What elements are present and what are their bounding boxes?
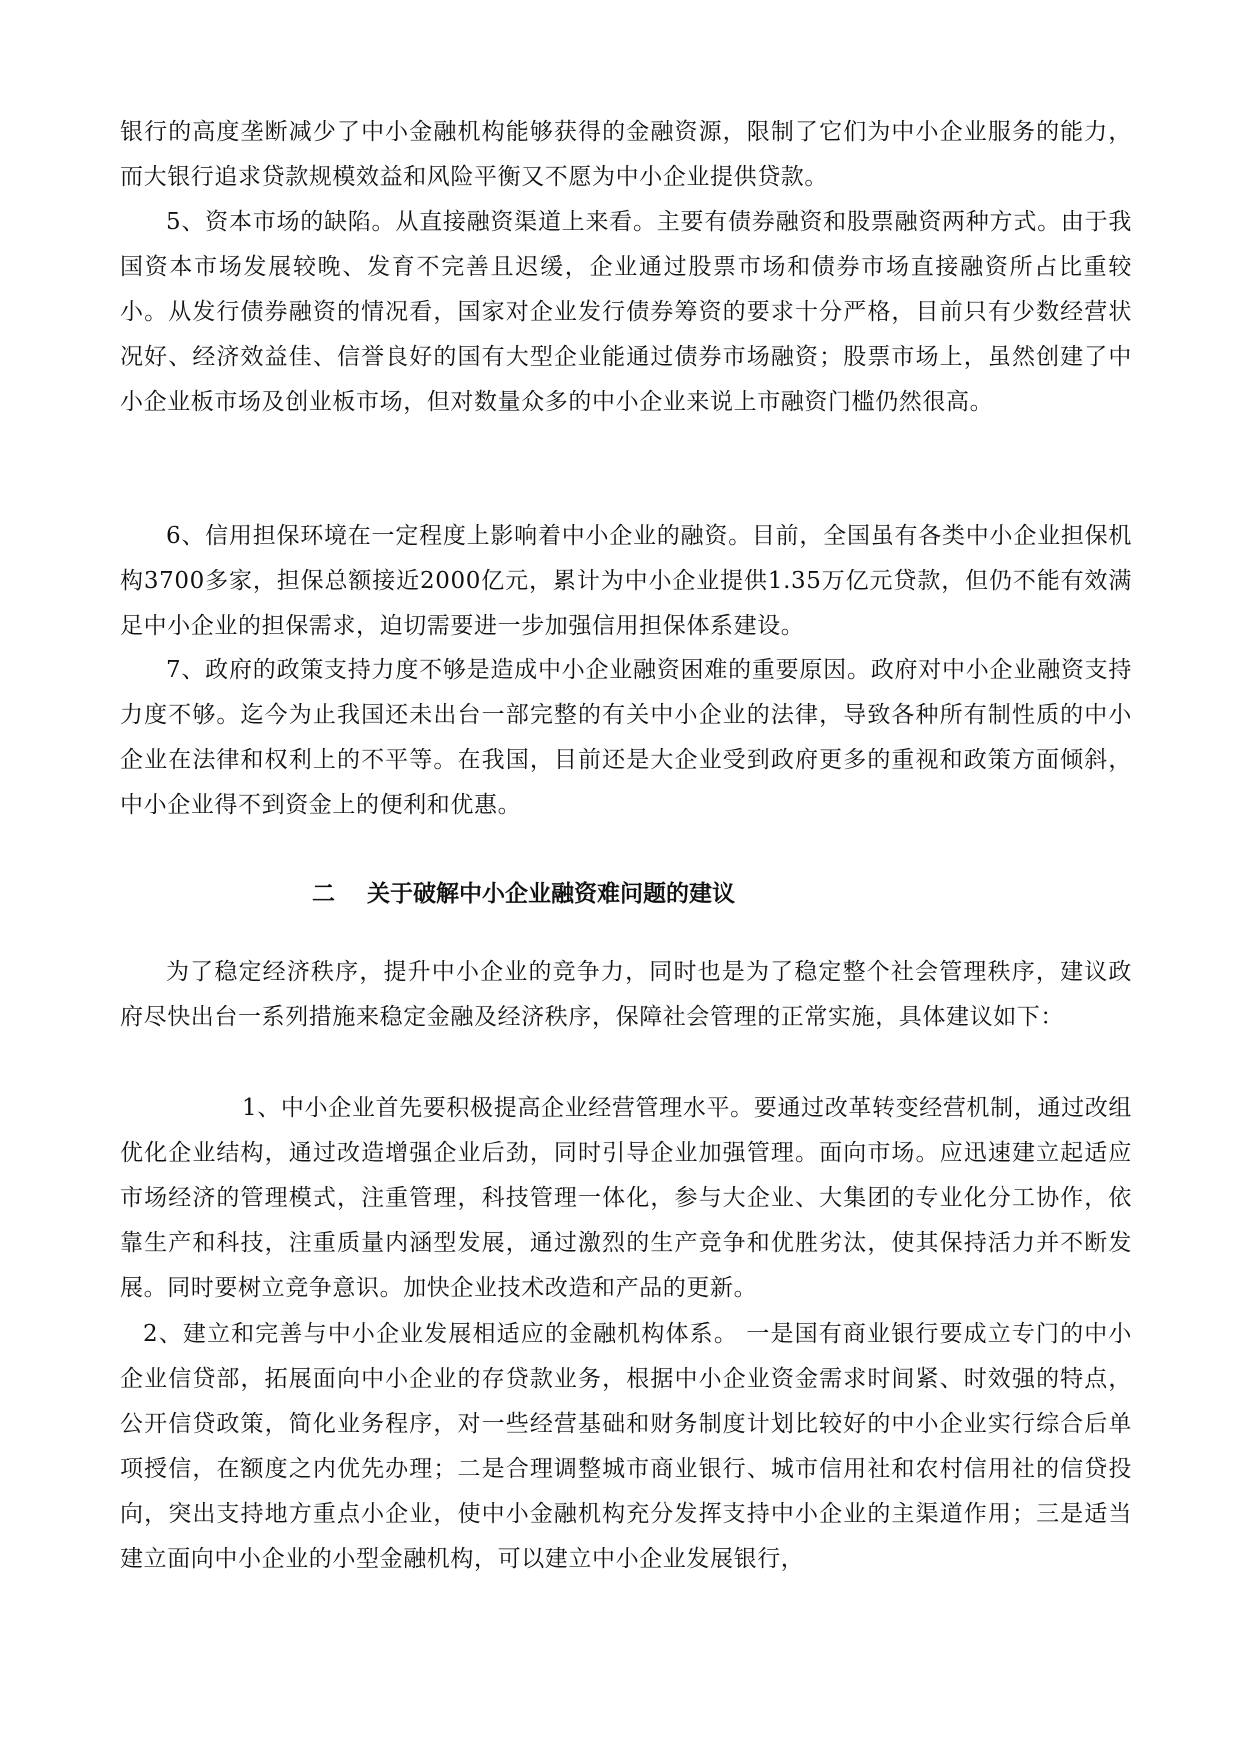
paragraph-suggestion-2: 2、建立和完善与中小企业发展相适应的金融机构体系。 一是国有商业银行要成立专门的中小企业信贷部，拓展面向中小企业的存贷款业务，根据中小企业资金需求时间紧、时效强的特点，公开信贷政策，简化业务程序，对一些经营基础和财务制度计划比较好的中小企业实行综合后单项授信，在额度之内优先办理；二是合理调整城市商业银行、城市信用社和农村信用社的信贷投向，突出支持地方重点小企业，使中小金融机构充分发挥支持中小企业的主渠道作用；三是适当建立面向中小企业的小型金融机构，可以建立中小企业发展银行， bbox=[120, 1321, 1132, 1572]
paragraph-introduction: 为了稳定经济秩序，提升中小企业的竞争力，同时也是为了稳定整个社会管理秩序，建议政府尽快出台一系列措施来稳定金融及经济秩序，保障社会管理的正常实施，具体建议如下： bbox=[120, 959, 1132, 1030]
paragraph-bank-monopoly: 银行的高度垄断减少了中小金融机构能够获得的金融资源，限制了它们为中小企业服务的能力，而大银行追求贷款规模效益和风险平衡又不愿为中小企业提供贷款。 bbox=[120, 119, 1132, 190]
paragraph-government-policy: 7、政府的政策支持力度不够是造成中小企业融资困难的重要原因。政府对中小企业融资支持力度不够。迄今为止我国还未出台一部完整的有关中小企业的法律，导致各种所有制性质的中小企业在法律和权利上的不平等。在我国，目前还是大企业受到政府更多的重视和政策方面倾斜，中小企业得不到资金上的便利和优惠。 bbox=[120, 657, 1132, 818]
paragraph-capital-market: 5、资本市场的缺陷。从直接融资渠道上来看。主要有债券融资和股票融资两种方式。由于我国资本市场发展较晚、发育不完善且迟缓，企业通过股票市场和债券市场直接融资所占比重较小。从发行债券融资的情况看，国家对企业发行债券筹资的要求十分严格，目前只有少数经营状况好、经济效益佳、信誉良好的国有大型企业能通过债券市场融资；股票市场上，虽然创建了中小企业板市场及创业板市场，但对数量众多的中小企业来说上市融资门槛仍然很高。 bbox=[120, 209, 1132, 415]
paragraph-credit-guarantee: 6、信用担保环境在一定程度上影响着中小企业的融资。目前，全国虽有各类中小企业担保机构3700多家，担保总额接近2000亿元，累计为中小企业提供1.35万亿元贷款，但仍不能有效满足中小企业的担保需求，迫切需要进一步加强信用担保体系建设。 bbox=[120, 523, 1132, 639]
section-heading: 二 关于破解中小企业融资难问题的建议 bbox=[312, 880, 736, 907]
paragraph-suggestion-1: 1、中小企业首先要积极提高企业经营管理水平。要通过改革转变经营机制，通过改组优化企业结构，通过改造增强企业后劲，同时引导企业加强管理。面向市场。应迅速建立起适应市场经济的管理模式，注重管理，科技管理一体化，参与大企业、大集团的专业化分工协作，依靠生产和科技，注重质量内涵型发展，通过激烈的生产竞争和优胜劣汰，使其保持活力并不断发展。同时要树立竞争意识。加快企业技术改造和产品的更新。 bbox=[120, 1095, 1132, 1301]
